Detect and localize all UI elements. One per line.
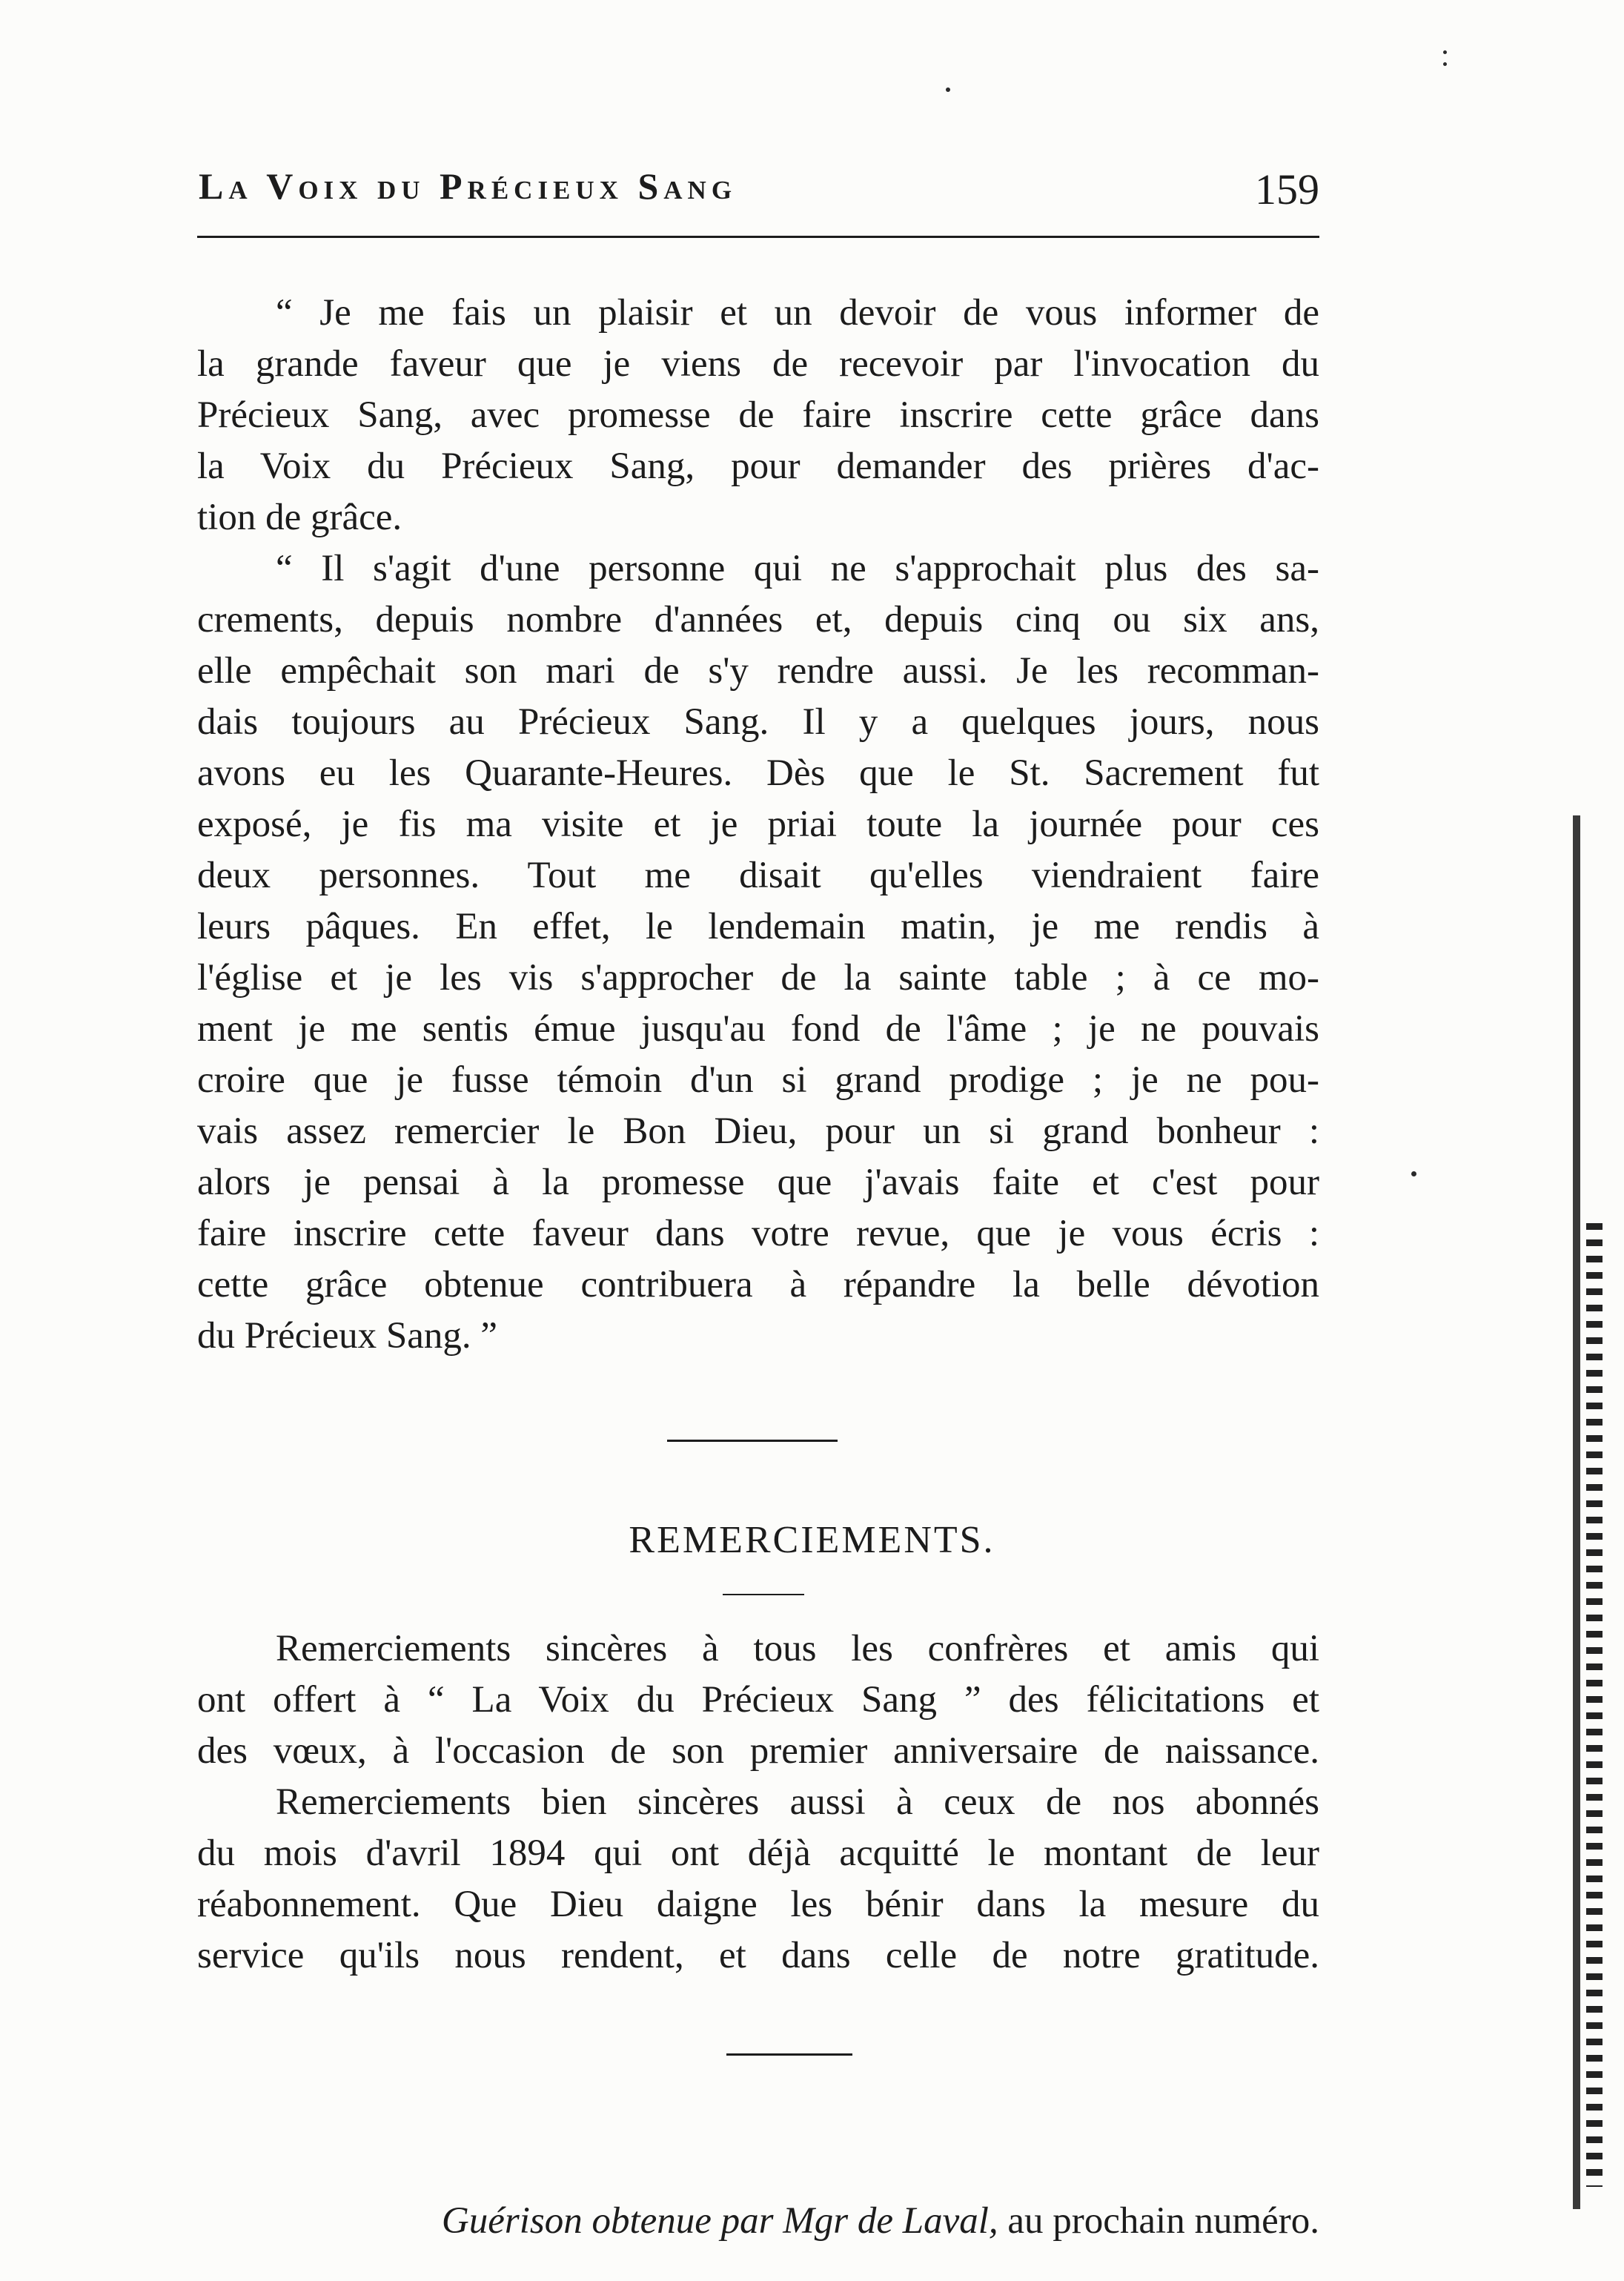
section-separator: [667, 1440, 838, 1442]
letter-p2-line: “ Il s'agit d'une personne qui ne s'approchait plus des sa-: [276, 548, 1319, 589]
section-p2-line: du mois d'avril 1894 qui ont déjà acquitté le montant de leur: [197, 1833, 1319, 1874]
letter-p2-line: ment je me sentis émue jusqu'au fond de l'âme ; je ne pouvais: [197, 1008, 1319, 1050]
scan-dot: [946, 87, 950, 92]
scan-dot: [1411, 1171, 1416, 1176]
scan-dot: [1443, 62, 1447, 66]
letter-p2-line: exposé, je fis ma visite et je priai toute la journée pour ces: [197, 804, 1319, 845]
letter-p1-line: tion de grâce.: [197, 497, 402, 538]
footer-rest: au prochain numéro.: [1007, 2200, 1319, 2242]
letter-p2-line: alors je pensai à la promesse que j'avais faite et c'est pour: [197, 1162, 1319, 1203]
page-edge-speckle: [1586, 1223, 1603, 2187]
section-p2-line: Remerciements bien sincères aussi à ceux de nos abonnés: [276, 1781, 1319, 1823]
footer-italic: Guérison obtenue par Mgr de Laval,: [441, 2200, 998, 2242]
letter-p2-line: elle empêchait son mari de s'y rendre aussi. Je les recomman-: [197, 650, 1319, 692]
letter-p2-line: cette grâce obtenue contribuera à répandre la belle dévotion: [197, 1264, 1319, 1305]
letter-p2-line: avons eu les Quarante-Heures. Dès que le St. Sacrement fut: [197, 752, 1319, 794]
letter-p2-line: deux personnes. Tout me disait qu'elles viendraient faire: [197, 855, 1319, 896]
page-number: 159: [1255, 165, 1319, 213]
letter-p2-line: faire inscrire cette faveur dans votre revue, que je vous écris :: [197, 1213, 1319, 1254]
section-p1-line: Remerciements sincères à tous les confrères et amis qui: [276, 1628, 1319, 1669]
section-heading: REMERCIEMENTS.: [629, 1519, 995, 1561]
heading-underline: [723, 1594, 804, 1595]
letter-p2-line: dais toujours au Précieux Sang. Il y a quelques jours, nous: [197, 701, 1319, 743]
scan-dot: [1443, 50, 1447, 54]
letter-p1-line: la grande faveur que je viens de recevoir par l'invocation du: [197, 343, 1319, 385]
footer-separator: [726, 2053, 852, 2056]
section-p1-line: ont offert à “ La Voix du Précieux Sang ” des félicitations et: [197, 1679, 1319, 1721]
letter-p1-line: “ Je me fais un plaisir et un devoir de vous informer de: [276, 292, 1319, 334]
section-p2-line: service qu'ils nous rendent, et dans celle de notre gratitude.: [197, 1935, 1319, 1976]
section-p1-line: des vœux, à l'occasion de son premier anniversaire de naissance.: [197, 1730, 1319, 1772]
letter-p2-line: vais assez remercier le Bon Dieu, pour un si grand bonheur :: [197, 1110, 1319, 1152]
running-header: [199, 165, 1319, 213]
section-p2-line: réabonnement. Que Dieu daigne les bénir dans la mesure du: [197, 1884, 1319, 1925]
letter-p1-line: Précieux Sang, avec promesse de faire inscrire cette grâce dans: [197, 394, 1319, 436]
letter-p2-line: croire que je fusse témoin d'un si grand prodige ; je ne pou-: [197, 1059, 1319, 1101]
letter-p2-line: l'église et je les vis s'approcher de la sainte table ; à ce mo-: [197, 957, 1319, 999]
footer-note: [255, 2196, 1319, 2246]
header-rule: [197, 236, 1319, 238]
letter-p1-line: la Voix du Précieux Sang, pour demander des prières d'ac-: [197, 446, 1319, 487]
letter-p2-line: du Précieux Sang. ”: [197, 1315, 498, 1357]
page-edge-shadow: [1573, 815, 1580, 2209]
letter-p2-line: crements, depuis nombre d'années et, depuis cinq ou six ans,: [197, 599, 1319, 640]
letter-p2-line: leurs pâques. En effet, le lendemain matin, je me rendis à: [197, 906, 1319, 947]
running-title: La Voix du Précieux Sang: [199, 165, 738, 207]
